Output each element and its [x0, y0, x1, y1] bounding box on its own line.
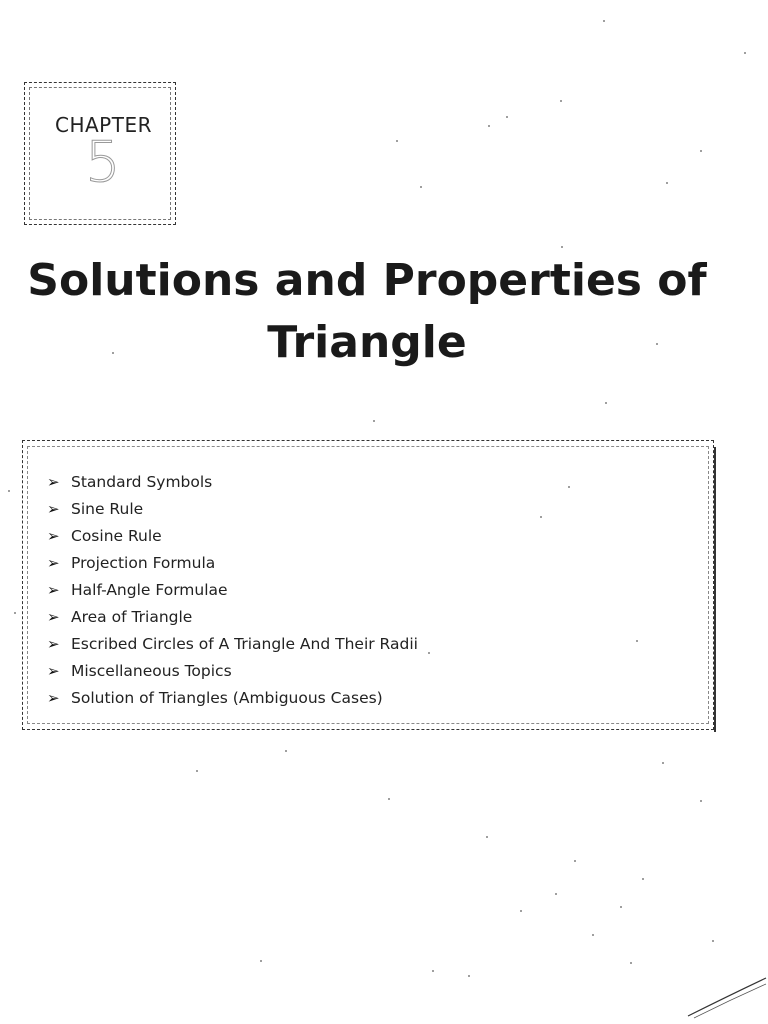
arrow-bullet-icon: ➢	[47, 688, 60, 707]
chapter-title-line-1: Solutions and Properties of	[27, 255, 707, 306]
topic-label: Sine Rule	[71, 499, 144, 518]
arrow-bullet-icon: ➢	[47, 472, 60, 491]
arrow-bullet-icon: ➢	[47, 553, 60, 572]
chapter-number: 5	[85, 130, 121, 195]
chapter-title-line-2: Triangle	[267, 317, 467, 368]
topic-label: Area of Triangle	[71, 607, 193, 626]
chapter-label: CHAPTER	[55, 113, 152, 137]
arrow-bullet-icon: ➢	[47, 499, 60, 518]
topic-label: Projection Formula	[71, 553, 216, 572]
topic-label: Half-Angle Formulae	[71, 580, 228, 599]
topic-label: Solution of Triangles (Ambiguous Cases)	[71, 688, 383, 707]
topic-label: Escribed Circles of A Triangle And Their Radii	[71, 634, 418, 653]
arrow-bullet-icon: ➢	[47, 634, 60, 653]
topic-label: Cosine Rule	[71, 526, 162, 545]
topic-label: Standard Symbols	[71, 472, 213, 491]
arrow-bullet-icon: ➢	[47, 661, 60, 680]
arrow-bullet-icon: ➢	[47, 580, 60, 599]
topic-label: Miscellaneous Topics	[71, 661, 232, 680]
arrow-bullet-icon: ➢	[47, 607, 60, 626]
arrow-bullet-icon: ➢	[47, 526, 60, 545]
